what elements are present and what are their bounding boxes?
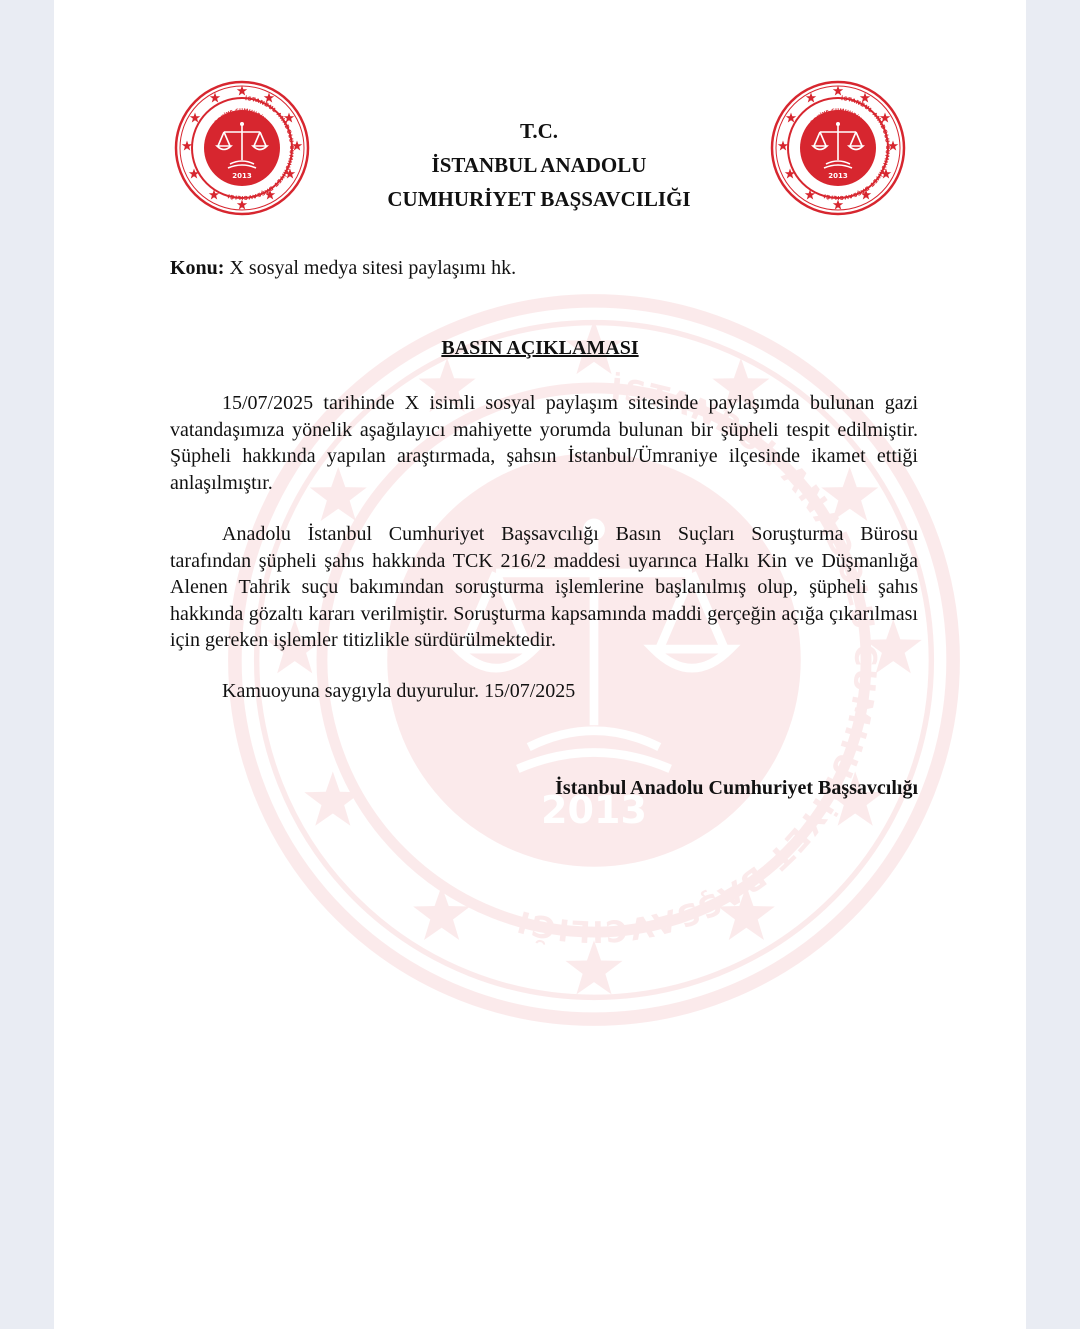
subject-text: X sosyal medya sitesi paylaşımı hk. (224, 257, 517, 279)
subject-label: Konu: (170, 257, 225, 279)
body-paragraph-2: Anadolu İstanbul Cumhuriyet Başsavcılığı Basın Suçları Soruşturma Bürosu tarafından şüpheli şahıs hakkında TCK 216/2 maddesi uyarınca Halkı Kin ve Düşmanlığa Alenen Tahrik suçu bakımından soruşturma işlemlerine başlanılmış olup, şüpheli şahıs hakkında gözaltı kararı verilmiştir. Soruşturma kapsamında maddi gerçeğin açığa çıkarılması için gereken işlemler titizlikle sürdürülmektedir. (170, 523, 918, 651)
document-page (54, 0, 1026, 1329)
closing-line: Kamuoyuna saygıyla duyurulur. 15/07/2025 (222, 680, 576, 702)
subject-line (170, 257, 516, 280)
body-paragraph-1: 15/07/2025 tarihinde X isimli sosyal paylaşım sitesinde paylaşımda bulunan gazi vatandaşımıza yönelik aşağılayıcı mahiyette yorumda bulunan bir şüpheli tespit edilmiştir. Şüpheli hakkında yapılan araştırmada, şahsın İstanbul/Ümraniye ilçesinde ikamet ettiği anlaşılmıştır. (170, 392, 918, 494)
signature: İstanbul Anadolu Cumhuriyet Başsavcılığı (555, 777, 918, 799)
seal-logo-right (770, 80, 906, 216)
header-line-bassavcilik: CUMHURİYET BAŞSAVCILIĞI (387, 187, 691, 211)
seal-logo-left (174, 80, 310, 216)
document-header (294, 114, 784, 216)
svg-text:TÜRKİYE CUMHURİYETİ: TÜRKİYE CUMHURİYETİ (212, 107, 273, 129)
header-line-tc: T.C. (519, 119, 559, 143)
document-title: BASIN AÇIKLAMASI (441, 337, 639, 359)
svg-text:TÜRKİYE CUMHURİYETİ: TÜRKİYE CUMHURİYETİ (808, 107, 869, 129)
header-line-istanbul-anadolu: İSTANBUL ANADOLU (431, 153, 647, 177)
